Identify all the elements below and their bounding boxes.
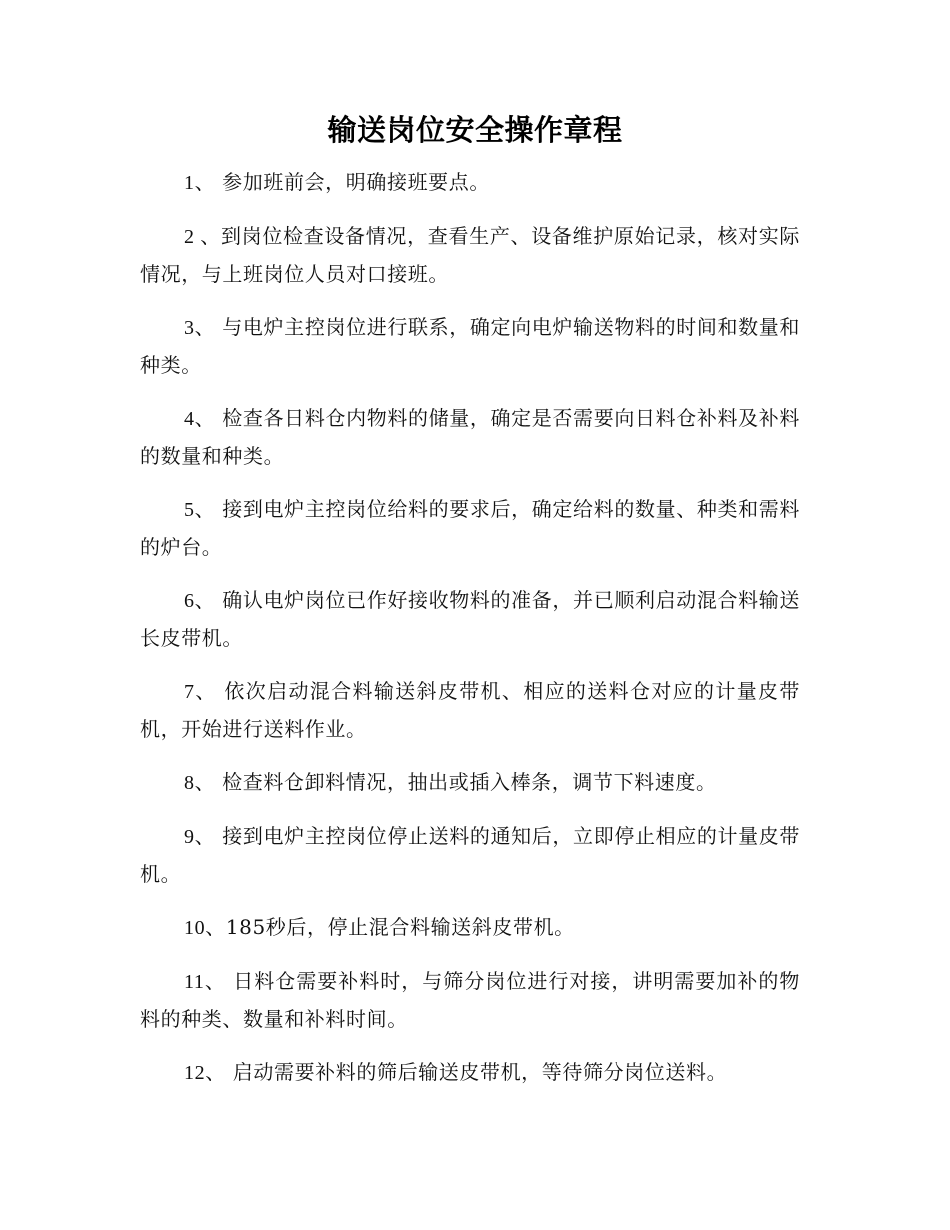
item-text: 接到电炉主控岗位给料的要求后，确定给料的数量、种类和需料的炉台。 xyxy=(140,497,800,559)
item-text: 与电炉主控岗位进行联系，确定向电炉输送物料的时间和数量和种类。 xyxy=(140,315,800,377)
item-text: 检查料仓卸料情况，抽出或插入棒条，调节下料速度。 xyxy=(222,770,717,794)
item-number: 2 、 xyxy=(184,226,221,248)
item-number: 7、 xyxy=(184,681,217,703)
item-text: 确认电炉岗位已作好接收物料的准备，并已顺利启动混合料输送长皮带机。 xyxy=(140,588,800,650)
procedure-item xyxy=(140,218,800,293)
procedure-item xyxy=(140,400,800,475)
procedure-item xyxy=(140,909,800,947)
item-number: 10、 xyxy=(184,917,226,939)
item-text: 依次启动混合料输送斜皮带机、相应的送料仓对应的计量皮带机，开始进行送料作业。 xyxy=(140,679,800,741)
item-text: 参加班前会，明确接班要点。 xyxy=(222,170,490,194)
item-text: 启动需要补料的筛后输送皮带机，等待筛分岗位送料。 xyxy=(232,1060,728,1084)
procedure-list xyxy=(140,164,800,1108)
item-number: 8、 xyxy=(184,772,216,794)
procedure-item xyxy=(140,764,800,802)
item-text: 日料仓需要补料时，与筛分岗位进行对接，讲明需要加补的物料的种类、数量和补料时间。 xyxy=(140,969,800,1031)
item-text: 接到电炉主控岗位停止送料的通知后，立即停止相应的计量皮带机。 xyxy=(140,824,800,886)
item-text: 检查各日料仓内物料的储量，确定是否需要向日料仓补料及补料的数量和种类。 xyxy=(140,406,800,468)
procedure-item xyxy=(140,491,800,566)
item-number: 4、 xyxy=(184,408,216,430)
procedure-item xyxy=(140,963,800,1038)
item-number: 11、 xyxy=(184,971,226,993)
item-number: 1、 xyxy=(184,172,216,194)
procedure-item xyxy=(140,164,800,202)
item-number: 9、 xyxy=(184,826,216,848)
item-text: 到岗位检查设备情况，查看生产、设备维护原始记录，核对实际情况，与上班岗位人员对口接班。 xyxy=(140,224,800,286)
procedure-item xyxy=(140,1054,800,1092)
procedure-item xyxy=(140,673,800,748)
item-number: 3、 xyxy=(184,317,216,339)
item-text: 185秒后，停止混合料输送斜皮带机。 xyxy=(225,915,575,939)
procedure-item xyxy=(140,582,800,657)
document-title: 输送岗位安全操作章程 xyxy=(327,113,623,147)
item-number: 12、 xyxy=(184,1062,226,1084)
procedure-item xyxy=(140,818,800,893)
item-number: 6、 xyxy=(184,590,216,612)
item-number: 5、 xyxy=(184,499,216,521)
procedure-item xyxy=(140,309,800,384)
